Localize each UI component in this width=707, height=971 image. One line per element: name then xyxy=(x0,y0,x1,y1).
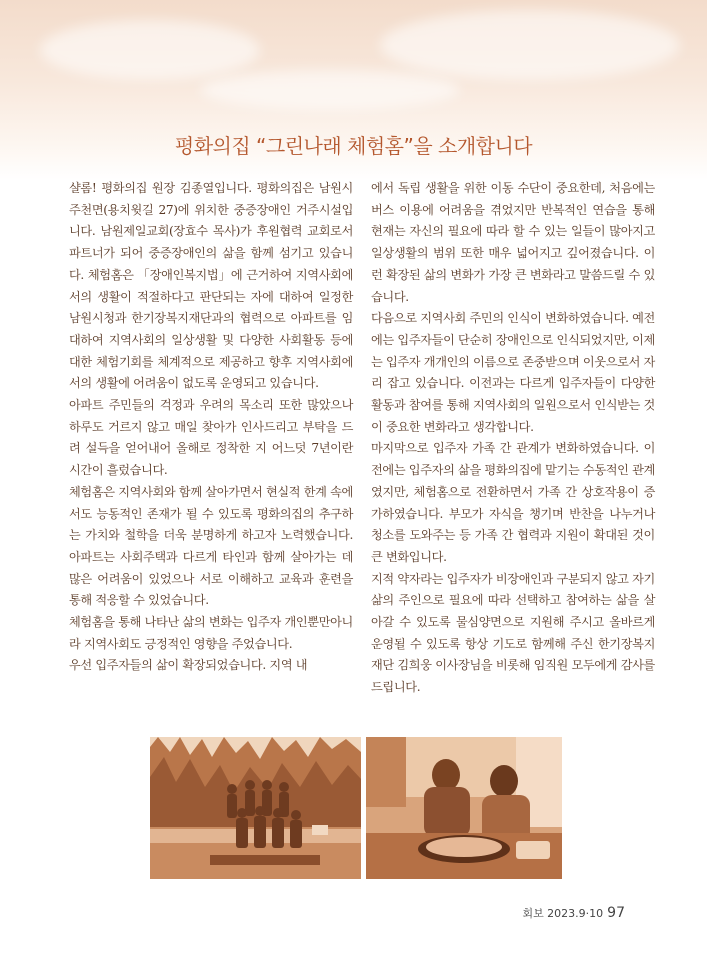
paragraph: 우선 입주자들의 삶이 확장되었습니다. 지역 내 xyxy=(69,658,308,673)
page-footer xyxy=(522,905,625,921)
group-photo-lakeside xyxy=(150,737,361,879)
cooking-photo xyxy=(366,737,562,879)
cloud-decoration xyxy=(200,70,460,110)
paragraph: 아파트 주민들의 걱정과 우려의 목소리 또한 많았으나 하루도 거르지 않고 매일 찾아가 인사드리고 부탁을 드려 설득을 얻어내어 올해로 정착한 지 어느덧 7년이란 시간이 흘렀습니다. xyxy=(69,398,353,478)
paragraph: 체험홈은 지역사회와 함께 살아가면서 현실적 한계 속에서도 능동적인 존재가 될 수 있도록 평화의집의 추구하는 가치와 철학을 더욱 분명하게 하고자 노력했습니다. 아파트는 사회주택과 다르게 타인과 함께 살아가는 데 많은 어려움이 있었으나 서로 이해하고 교육과 훈련을 통해 적응할 수 있었습니다. xyxy=(69,484,353,608)
paragraph: 샬롬! 평화의집 원장 김종열입니다. 평화의집은 남원시 주천면(용치윗길 27)에 위치한 중증장애인 거주시설입니다. 남원제일교회(장효수 목사)가 후원협력 교회로서 파트너가 되어 중증장애인의 삶을 함께 섬기고 있습니다. 체험홈은 「장애인복지법」에 근거하여 지역사회에서의 생활이 적절하다고 판단되는 자에 대하여 일정한 남원시청과 한기장복지재단과의 협력으로 아파트를 임대하여 지역사회의 일상생활 및 다양한 사회활동 등에 대한 체험기회를 체계적으로 제공하고 향후 지역사회에서의 생활에 어려움이 없도록 운영되고 있습니다. xyxy=(69,181,353,391)
paragraph: 마지막으로 입주자 가족 간 관계가 변화하였습니다. 이전에는 입주자의 삶을 평화의집에 맡기는 수동적인 관계였지만, 체험홈으로 전환하면서 가족 간 상호작용이 증가하였습니다. 부모가 자식을 챙기며 반찬을 나누거나 청소를 도와주는 등 가족 간 협력과 지원이 확대된 것이 큰 변화입니다. xyxy=(371,441,655,564)
article-title: 평화의집 “그린나래 체험홈”을 소개합니다 xyxy=(174,134,533,158)
paragraph: 체험홈을 통해 나타난 삶의 변화는 입주자 개인뿐만아니라 지역사회도 긍정적인 영향을 주었습니다. xyxy=(69,615,353,651)
paragraph: 지적 약자라는 입주자가 비장애인과 구분되지 않고 자기 삶의 주인으로 필요에 따라 선택하고 참여하는 삶을 살아갈 수 있도록 물심양면으로 지원해 주시고 올바르게 운영될 수 있도록 항상 기도로 함께해 주신 한기장복지재단 김희웅 이사장님을 비롯해 임직원 모두에게 감사를 드립니다. xyxy=(371,571,655,695)
cloud-decoration xyxy=(380,10,680,80)
paragraph: 에서 독립 생활을 위한 이동 수단이 중요한데, 처음에는 버스 이용에 어려움을 겪었지만 반복적인 연습을 통해 현재는 자신의 필요에 따라 할 수 있는 일들이 많아지고 일상생활의 범위 또한 매우 넓어지고 깊어졌습니다. 이런 확장된 삶의 변화가 가장 큰 변화라고 말씀드릴 수 있습니다. xyxy=(371,181,655,304)
page-number: 97 xyxy=(607,905,625,921)
article-column-right xyxy=(371,178,655,699)
publication-issue: 회보 2023.9·10 xyxy=(522,907,604,920)
article-column-left xyxy=(69,178,353,677)
cloud-decoration xyxy=(40,20,260,80)
paragraph: 다음으로 지역사회 주민의 인식이 변화하였습니다. 예전에는 입주자들이 단순히 장애인으로 인식되었지만, 이제는 입주자 개개인의 이름으로 존중받으며 이웃으로서 자리 잡고 있습니다. 이전과는 다르게 입주자들이 다양한 활동과 참여를 통해 지역사회의 일원으로서 인식받는 것이 중요한 변화라고 생각합니다. xyxy=(371,311,655,434)
